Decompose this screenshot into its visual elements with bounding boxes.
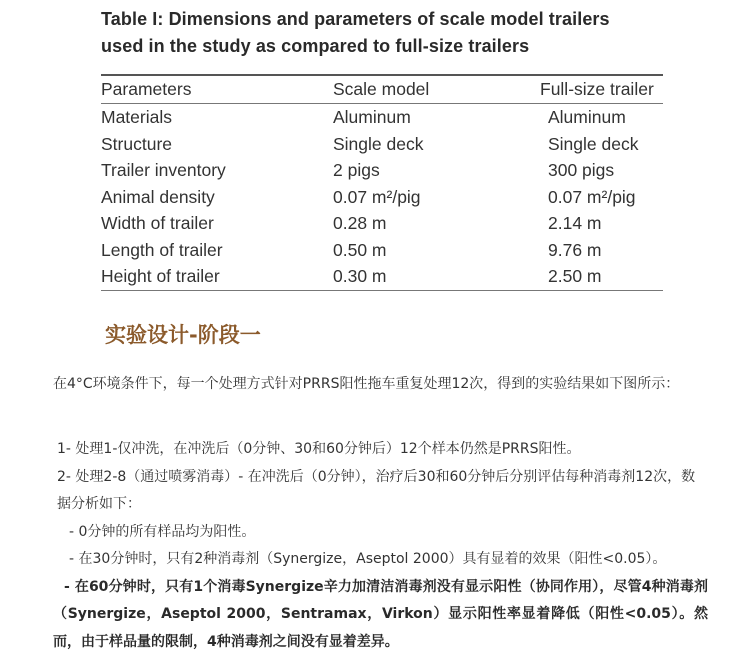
table-header-row: [101, 76, 663, 103]
sub-item-1: - 0分钟的所有样品均为阳性。: [69, 523, 256, 540]
table-cell: 0.07 m²/pig: [333, 186, 421, 207]
table-title-line-2: used in the study as compared to full-size trailers: [101, 36, 530, 56]
table-cell: Single deck: [548, 133, 639, 154]
table-row: [101, 104, 663, 131]
table-cell: 0.07 m²/pig: [548, 186, 636, 207]
list-item-1: 1- 处理1-仅冲洗，在冲洗后（0分钟、30和60分钟后）12个样本仍然是PRRS阳性。: [57, 441, 581, 457]
table-block: [101, 6, 663, 291]
table-cell: Single deck: [333, 133, 424, 154]
section-heading: 实验设计-阶段一: [105, 323, 261, 347]
table-cell: 300 pigs: [548, 160, 615, 180]
table-title-line-1: Table I: Dimensions and parameters of scale model trailers: [101, 9, 610, 29]
table-cell: 0.28 m: [333, 213, 387, 233]
table-bottom-rule: [101, 290, 663, 291]
column-header-full-size: [540, 76, 663, 103]
table-cell: Height of trailer: [101, 266, 220, 286]
list-item-2: 2- 处理2-8（通过喷雾消毒）- 在冲洗后（0分钟），治疗后30和60分钟后分别评估每种消毒剂12次，数据分析如下：: [57, 468, 696, 512]
table-cell: Materials: [101, 107, 172, 127]
table-cell: 2.50 m: [548, 266, 602, 286]
table-row: [101, 237, 663, 264]
table-cell: Aluminum: [548, 107, 626, 127]
table-row: [101, 263, 663, 290]
table-title: [101, 6, 663, 60]
table-cell: Aluminum: [333, 107, 411, 127]
table-cell: 2.14 m: [548, 213, 602, 233]
column-header-full-size-text: Full-size trailer: [540, 79, 654, 99]
intro-paragraph: 在4°C环境条件下，每一个处理方式针对PRRS阳性拖车重复处理12次，得到的实验结果如下图所示：: [53, 376, 680, 392]
table-cell: 0.30 m: [333, 266, 387, 286]
table-row: [101, 184, 663, 211]
parameters-table: [101, 76, 663, 103]
table-cell: 0.50 m: [333, 239, 387, 260]
column-header-scale-model: Scale model: [333, 79, 430, 99]
table-cell: Animal density: [101, 186, 215, 207]
sub-item-2: - 在30分钟时，只有2种消毒剂（Synergize，Aseptol 2000）具有显着的效果（阳性<0.05）。: [69, 551, 667, 567]
column-header-parameters: Parameters: [101, 79, 192, 99]
table-cell: Structure: [101, 133, 172, 154]
parameters-table-body: [101, 104, 663, 290]
table-row: [101, 131, 663, 158]
table-cell: Trailer inventory: [101, 160, 226, 180]
table-cell: 2 pigs: [333, 160, 380, 180]
table-cell: Width of trailer: [101, 213, 214, 233]
table-row: [101, 210, 663, 237]
sub-item-3: [53, 574, 708, 656]
sub-item-3-text: - 在60分钟时，只有1个消毒Synergize辛力加清洁消毒剂没有显示阳性（协同作用），尽管4种消毒剂（Synergize，Aseptol 2000，Sentramax，Virkon）显示阳性率显着降低（阳性<0.05）。然而，由于样品量的限制，4种消毒剂之间没有显着差异。: [53, 578, 708, 650]
table-cell: Length of trailer: [101, 239, 223, 260]
results-list: [53, 436, 708, 656]
table-row: [101, 157, 663, 184]
table-cell: 9.76 m: [548, 239, 602, 260]
